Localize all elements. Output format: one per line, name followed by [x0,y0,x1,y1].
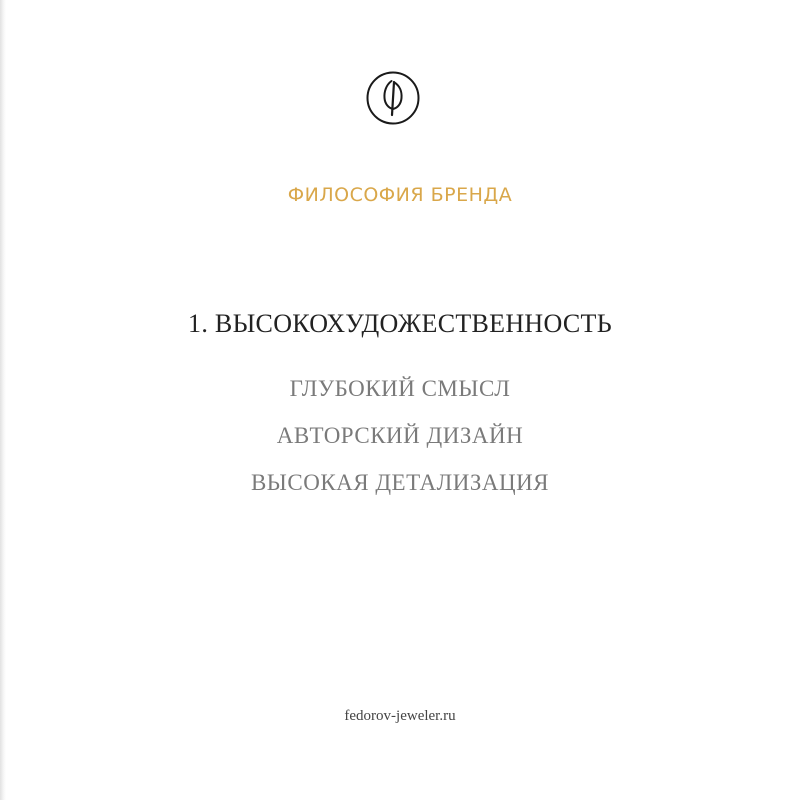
principle-point: АВТОРСКИЙ ДИЗАЙН [276,423,524,448]
principle-points-list [0,372,800,513]
principle-point: ГЛУБОКИЙ СМЫСЛ [289,376,511,401]
website-link[interactable]: fedorov-jeweler.ru [344,708,456,724]
principle-point: ВЫСОКАЯ ДЕТАЛИЗАЦИЯ [250,470,550,495]
fedorov-f-monogram-icon [365,70,421,126]
section-title: ФИЛОСОФИЯ БРЕНДА [287,184,513,206]
principle-heading: 1. ВЫСОКОХУДОЖЕСТВЕННОСТЬ [188,309,612,338]
